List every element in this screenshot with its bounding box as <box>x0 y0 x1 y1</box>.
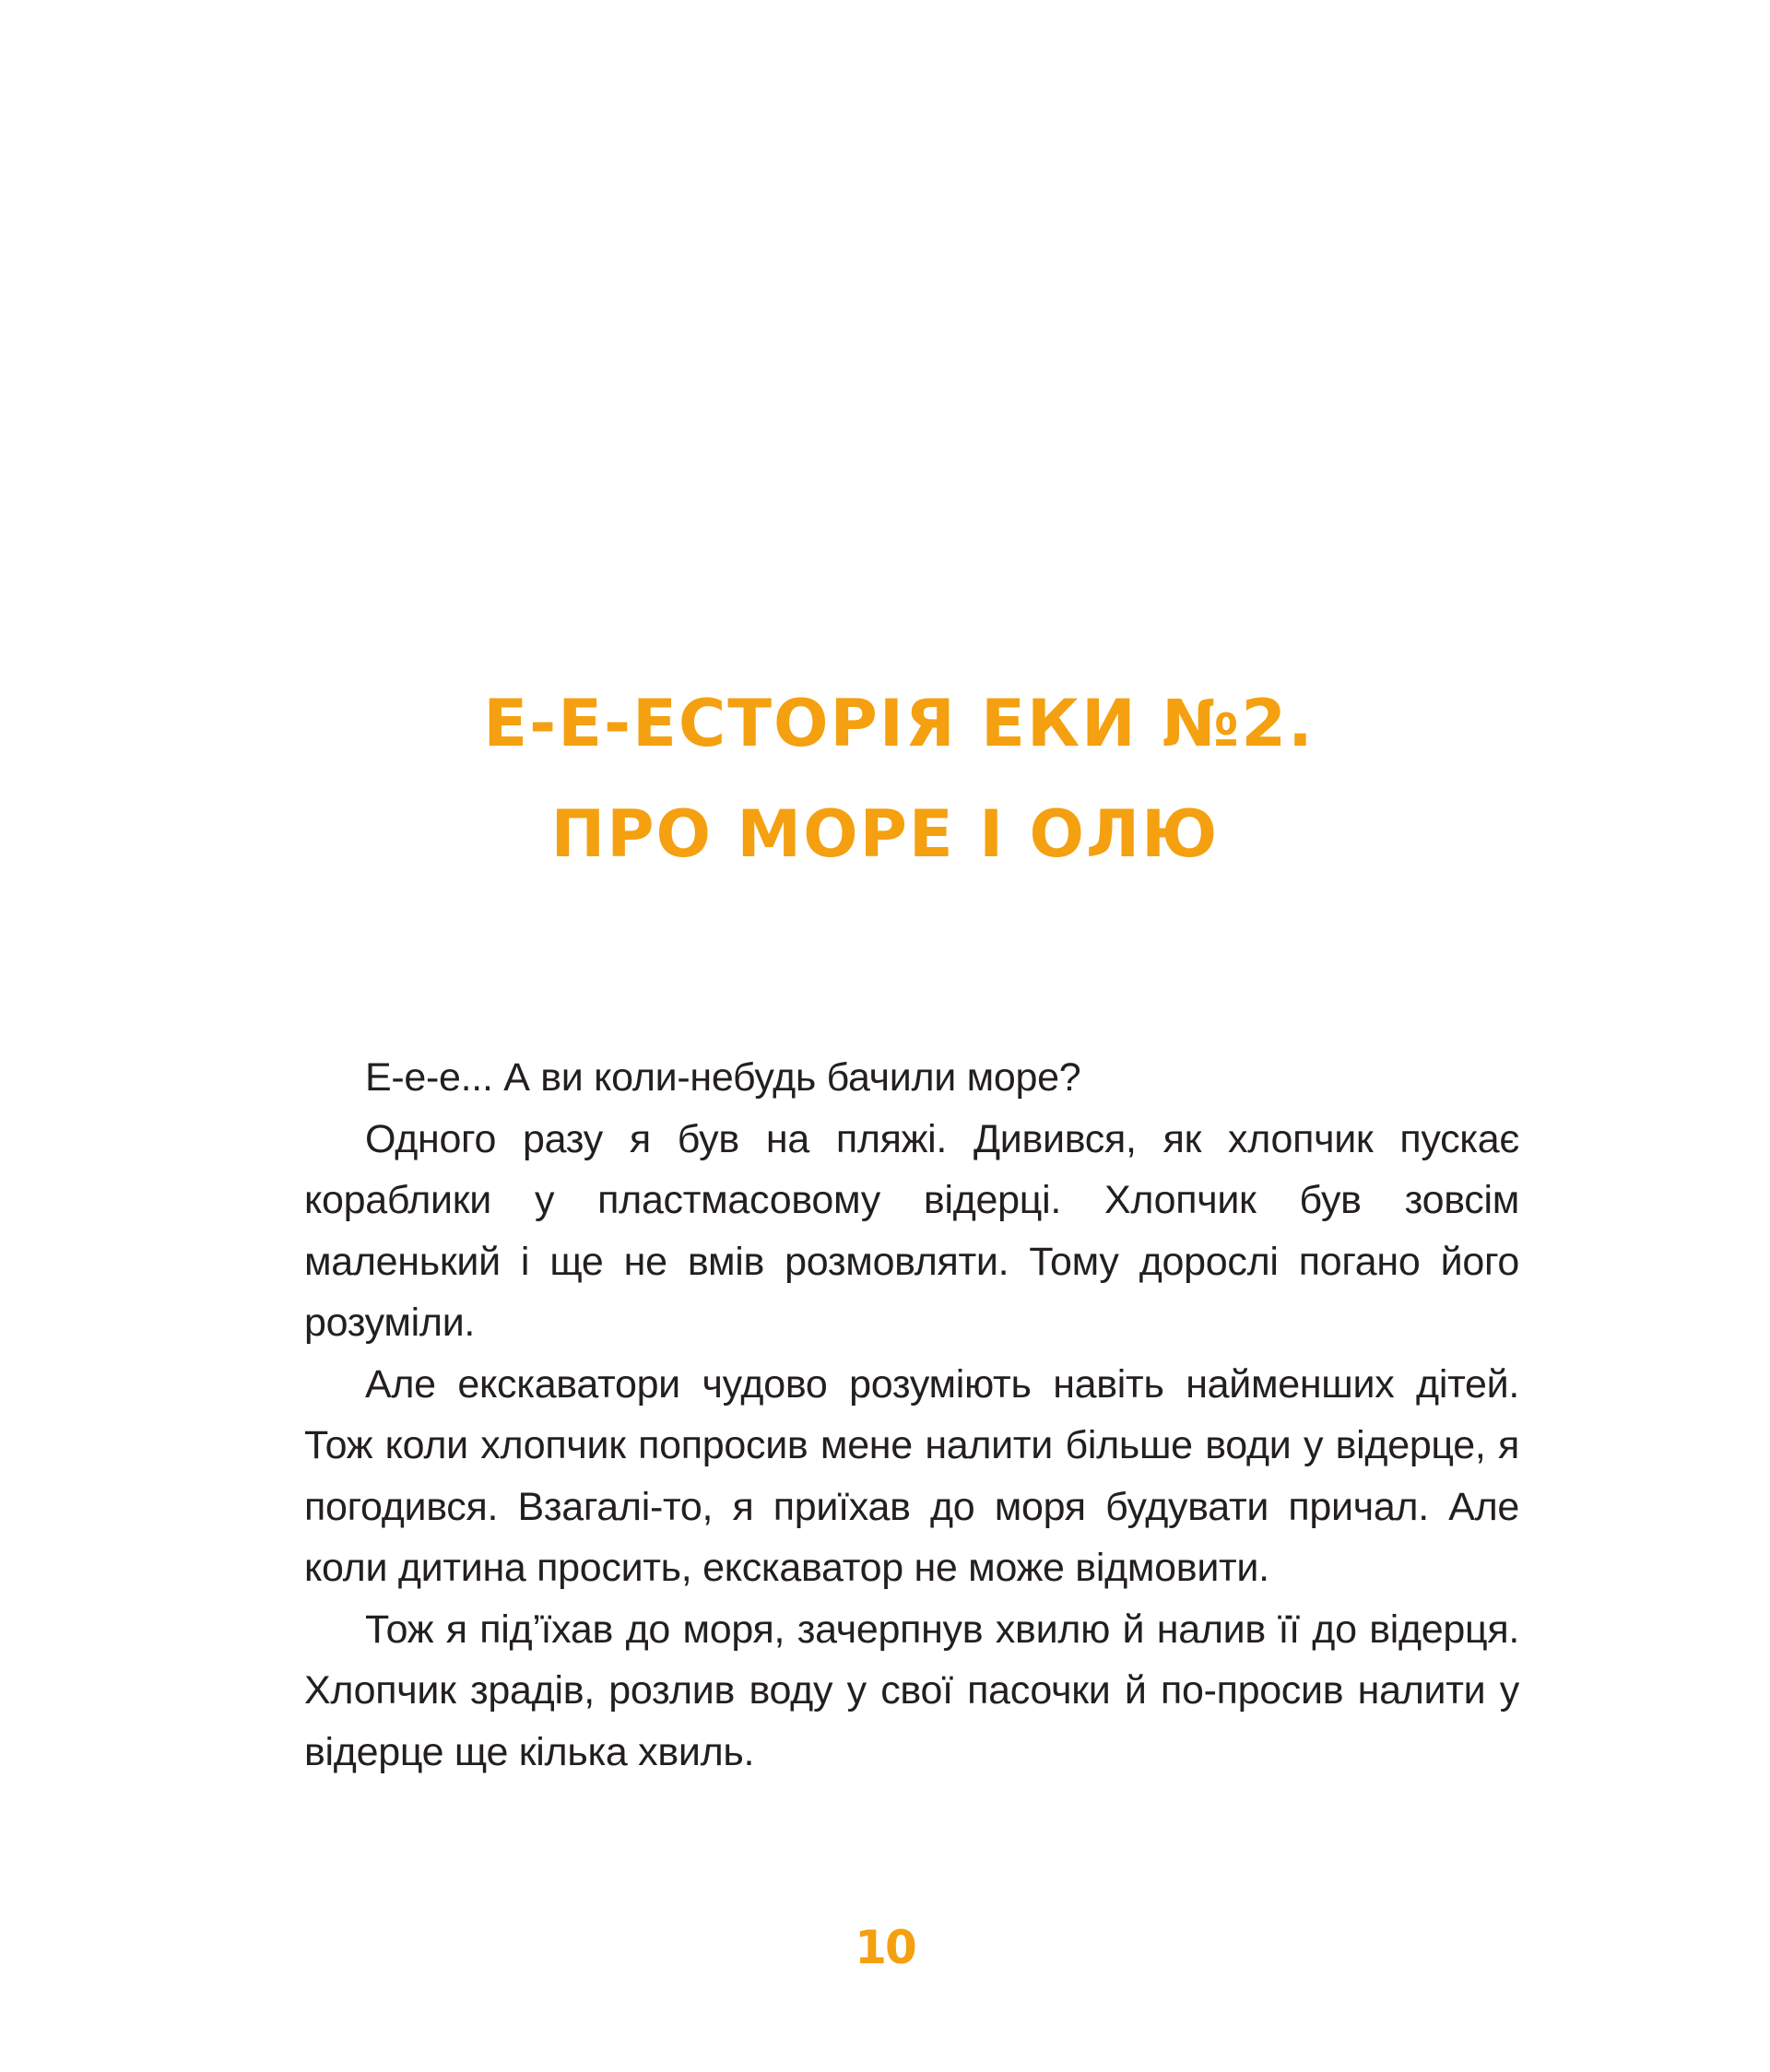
chapter-title-line-2: ПРО МОРЕ І ОЛЮ <box>550 796 1220 872</box>
paragraph: Е-е-е... А ви коли-небудь бачили море? <box>365 1055 1081 1100</box>
paragraph: Тож я під’їхав до моря, зачерпнув хвилю й налив її до відерця. Хлопчик зрадів, розлив воду у свої пасочки й по-просив налити у відерце ще кілька хвиль. <box>304 1607 1519 1774</box>
chapter-body <box>304 1047 1519 1783</box>
page-number: 10 <box>855 1921 915 1974</box>
chapter-title <box>0 668 1770 889</box>
paragraph: Одного разу я був на пляжі. Дивився, як хлопчик пускає кораблики у пластмасовому відерці. Хлопчик був зовсім маленький і ще не вмів розмовляти. Тому дорослі погано його розуміли. <box>304 1116 1519 1345</box>
chapter-title-line-1: Е-Е-ЕСТОРІЯ ЕКИ №2. <box>483 686 1315 761</box>
paragraph: Але екскаватори чудово розуміють навіть найменших дітей. Тож коли хлопчик попросив мене налити більше води у відерце, я погодився. Взагалі-то, я приїхав до моря будувати причал. Але коли дитина просить, екскаватор не може відмовити. <box>304 1361 1519 1590</box>
